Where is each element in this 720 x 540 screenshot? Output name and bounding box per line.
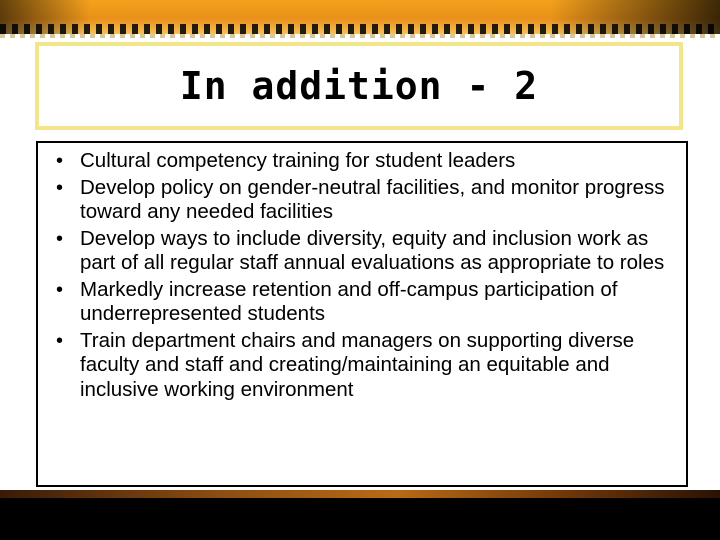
list-item <box>54 278 676 327</box>
bullet-icon: • <box>56 329 64 352</box>
list-item <box>54 329 676 403</box>
bullet-icon: • <box>56 176 64 199</box>
list-item <box>54 149 676 174</box>
bottom-decorative-band <box>0 490 720 540</box>
bottom-band-gradient <box>0 490 720 498</box>
checker-pattern <box>0 24 720 34</box>
content-box <box>36 141 688 487</box>
dotted-divider <box>0 34 720 38</box>
bullet-icon: • <box>56 227 64 250</box>
slide-title: In addition - 2 <box>179 64 539 108</box>
bullet-icon: • <box>56 278 64 301</box>
bullet-list <box>54 149 676 402</box>
list-item-text: Markedly increase retention and off-campus participation of underrepresented students <box>80 277 618 325</box>
top-decorative-band <box>0 0 720 34</box>
list-item <box>54 227 676 276</box>
list-item-text: Cultural competency training for student leaders <box>80 149 516 172</box>
bullet-icon: • <box>56 150 64 172</box>
list-item-text: Train department chairs and managers on supporting diverse faculty and staff and creating/maintaining an equitable and inclusive working environment <box>80 328 635 401</box>
list-item-text: Develop ways to include diversity, equity and inclusion work as part of all regular staff annual evaluations as appropriate to roles <box>80 226 665 274</box>
list-item <box>54 176 676 225</box>
list-item-text: Develop policy on gender-neutral facilities, and monitor progress toward any needed facilities <box>80 175 665 223</box>
title-box <box>35 42 683 130</box>
